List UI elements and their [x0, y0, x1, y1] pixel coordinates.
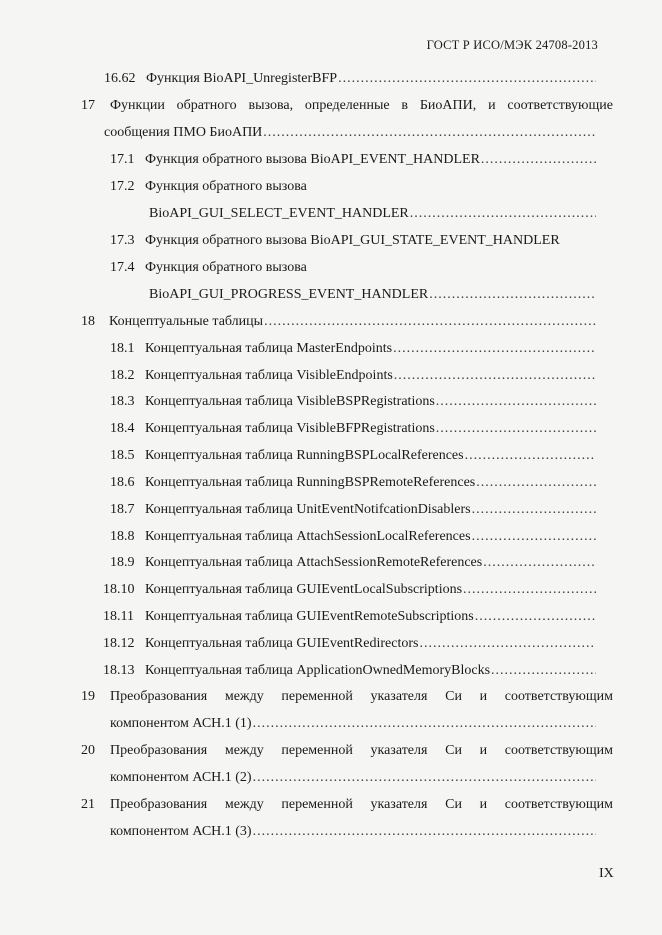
- toc-number: 21: [81, 797, 95, 812]
- leader-dots: [429, 287, 596, 303]
- toc-entry: [110, 179, 307, 195]
- toc-title: Концептуальная таблица RunningBSPRemoteReferences: [145, 475, 476, 490]
- toc-entry-continuation: [149, 206, 596, 222]
- toc-title: Функции обратного вызова, определенные в БиоАПИ, и соответствующие: [110, 98, 613, 113]
- toc-entry: [81, 98, 613, 114]
- toc-title: Концептуальные таблицы: [109, 314, 264, 329]
- toc-title: Функция обратного вызова BioAPI_EVENT_HANDLER: [145, 152, 480, 167]
- leader-dots: [264, 314, 596, 330]
- toc-title: компонентом АСН.1 (1): [110, 716, 252, 731]
- toc-number: 17: [81, 98, 95, 113]
- toc-entry: [110, 260, 307, 276]
- toc-entry: [110, 555, 596, 571]
- page-number: IX: [599, 866, 614, 881]
- leader-dots: [436, 421, 596, 437]
- toc-title: Функция обратного вызова: [145, 260, 307, 275]
- toc-title: компонентом АСН.1 (2): [110, 770, 252, 785]
- toc-number: 18.6: [110, 475, 135, 490]
- leader-dots: [436, 394, 596, 410]
- toc-entry: [103, 582, 596, 598]
- toc-title: Преобразования между переменной указателя Си и соответствующим: [110, 743, 613, 758]
- toc-title: BioAPI_GUI_PROGRESS_EVENT_HANDLER: [149, 287, 429, 302]
- toc-number: 18.13: [103, 663, 135, 678]
- toc-entry: [110, 448, 596, 464]
- leader-dots: [393, 341, 596, 357]
- toc-number: 17.1: [110, 152, 135, 167]
- toc-entry: [104, 71, 596, 87]
- leader-dots: [475, 609, 596, 625]
- toc-number: 18.2: [110, 368, 135, 383]
- toc-entry-continuation: [110, 824, 596, 840]
- toc-number: 18.11: [103, 609, 134, 624]
- toc-title: Преобразования между переменной указателя Си и соответствующим: [110, 689, 613, 704]
- toc-entry: [110, 475, 596, 491]
- leader-dots: [419, 636, 596, 652]
- toc-title: Функция обратного вызова BioAPI_GUI_STATE_EVENT_HANDLER: [145, 233, 560, 248]
- toc-entry: [103, 663, 596, 679]
- toc-number: 17.4: [110, 260, 135, 275]
- toc-number: 19: [81, 689, 95, 704]
- toc-entry: [110, 368, 596, 384]
- toc-number: 18.8: [110, 529, 135, 544]
- toc-entry: [110, 233, 560, 249]
- toc-entry: [81, 314, 596, 330]
- leader-dots: [491, 663, 596, 679]
- toc-number: 17.2: [110, 179, 135, 194]
- leader-dots: [410, 206, 596, 222]
- toc-title: Концептуальная таблица MasterEndpoints: [145, 341, 393, 356]
- toc-entry-continuation: [104, 125, 596, 141]
- toc-title: сообщения ПМО БиоАПИ: [104, 125, 263, 140]
- toc-title: Концептуальная таблица GUIEventLocalSubscriptions: [145, 582, 463, 597]
- leader-dots: [483, 555, 596, 571]
- toc-entry: [81, 797, 613, 813]
- toc-title: Концептуальная таблица GUIEventRemoteSubscriptions: [145, 609, 474, 624]
- toc-entry: [110, 394, 596, 410]
- toc-number: 18.3: [110, 394, 135, 409]
- toc-title: Функция обратного вызова: [145, 179, 307, 194]
- toc-entry: [110, 529, 596, 545]
- toc-title: BioAPI_GUI_SELECT_EVENT_HANDLER: [149, 206, 409, 221]
- toc-title: Концептуальная таблица AttachSessionRemoteReferences: [145, 555, 483, 570]
- toc-title: Концептуальная таблица VisibleBSPRegistrations: [145, 394, 435, 409]
- toc-entry: [81, 689, 613, 705]
- toc-entry: [81, 743, 613, 759]
- toc-number: 18.7: [110, 502, 135, 517]
- toc-title: Концептуальная таблица VisibleEndpoints: [145, 368, 393, 383]
- toc-title: компонентом АСН.1 (3): [110, 824, 252, 839]
- leader-dots: [253, 824, 596, 840]
- toc-title: Концептуальная таблица GUIEventRedirectors: [145, 636, 419, 651]
- leader-dots: [253, 770, 596, 786]
- leader-dots: [472, 502, 596, 518]
- leader-dots: [394, 368, 596, 384]
- leader-dots: [472, 529, 596, 545]
- toc-title: Концептуальная таблица RunningBSPLocalReferences: [145, 448, 464, 463]
- toc-entry: [110, 421, 596, 437]
- toc-title: Концептуальная таблица VisibleBFPRegistrations: [145, 421, 435, 436]
- toc-entry: [110, 341, 596, 357]
- toc-title: Концептуальная таблица UnitEventNotifcationDisablers: [145, 502, 471, 517]
- toc-title: Преобразования между переменной указателя Си и соответствующим: [110, 797, 613, 812]
- toc-number: 18.4: [110, 421, 135, 436]
- toc-entry: [103, 609, 596, 625]
- toc-title: Концептуальная таблица AttachSessionLocalReferences: [145, 529, 471, 544]
- toc-number: 17.3: [110, 233, 135, 248]
- toc-number: 18: [81, 314, 95, 329]
- leader-dots: [338, 71, 596, 87]
- toc-entry-continuation: [110, 770, 596, 786]
- leader-dots: [463, 582, 596, 598]
- leader-dots: [476, 475, 596, 491]
- toc-number: 18.10: [103, 582, 135, 597]
- toc-entry-continuation: [149, 287, 596, 303]
- toc-title: Функция BioAPI_UnregisterBFP: [146, 71, 338, 86]
- leader-dots: [253, 716, 596, 732]
- toc-number: 16.62: [104, 71, 136, 86]
- leader-dots: [481, 152, 596, 168]
- toc-title: Концептуальная таблица ApplicationOwnedMemoryBlocks: [145, 663, 491, 678]
- toc-entry: [110, 152, 596, 168]
- toc-entry-continuation: [110, 716, 596, 732]
- leader-dots: [465, 448, 596, 464]
- toc-entry: [110, 502, 596, 518]
- page-header: ГОСТ Р ИСО/МЭК 24708-2013: [426, 38, 598, 52]
- toc-number: 20: [81, 743, 95, 758]
- toc-number: 18.5: [110, 448, 135, 463]
- toc-number: 18.12: [103, 636, 135, 651]
- toc-number: 18.9: [110, 555, 135, 570]
- leader-dots: [263, 125, 596, 141]
- toc-entry: [103, 636, 596, 652]
- toc-number: 18.1: [110, 341, 135, 356]
